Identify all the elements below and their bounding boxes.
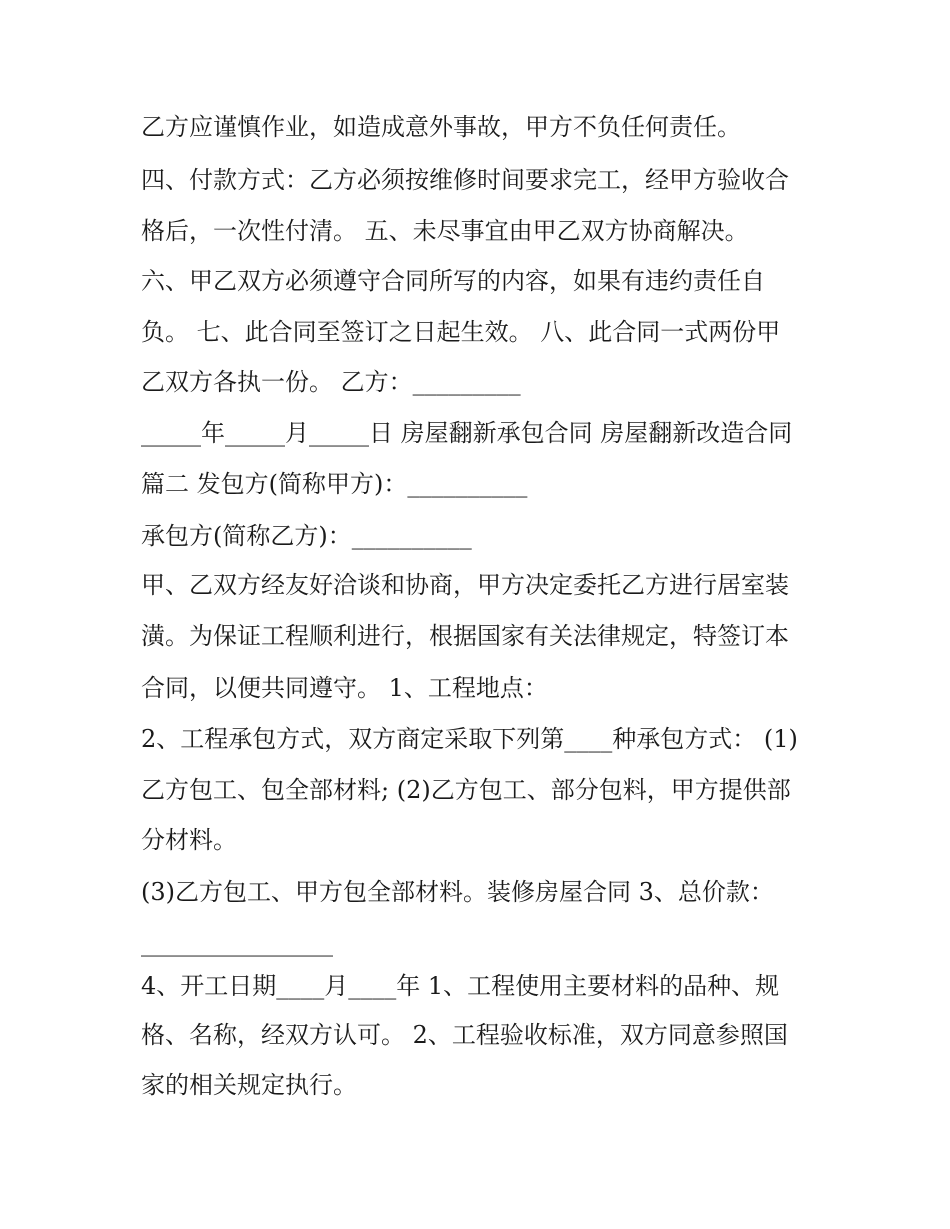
text-line: ________________	[141, 929, 333, 957]
text-line: 格、名称，经双方认可。 2、工程验收标准，双方同意参照国	[141, 1021, 788, 1049]
text-line: 家的相关规定执行。	[141, 1071, 357, 1099]
text-line: 4、开工日期____月____年 1、工程使用主要材料的品种、规	[141, 972, 780, 1000]
text-line: _____年_____月_____日 房屋翻新承包合同 房屋翻新改造合同	[141, 419, 793, 447]
text-line: 乙方包工、包全部材料; (2)乙方包工、部分包料，甲方提供部	[141, 776, 791, 804]
text-line: 合同，以便共同遵守。 1、工程地点：	[141, 674, 548, 702]
text-line: 甲、乙双方经友好洽谈和协商，甲方决定委托乙方进行居室装	[141, 571, 789, 599]
text-line: 分材料。	[141, 826, 237, 854]
text-line: 负。 七、此合同至签订之日起生效。 八、此合同一式两份甲	[141, 318, 781, 346]
text-line: 四、付款方式：乙方必须按维修时间要求完工，经甲方验收合	[141, 166, 789, 194]
text-line: (3)乙方包工、甲方包全部材料。装修房屋合同 3、总价款：	[141, 878, 774, 906]
text-line: 2、工程承包方式，双方商定采取下列第____种承包方式： (1)	[141, 725, 798, 753]
text-line: 乙方应谨慎作业，如造成意外事故，甲方不负任何责任。	[141, 113, 741, 141]
text-line: 乙双方各执一份。 乙方：_________	[141, 368, 521, 396]
text-line: 潢。为保证工程顺利进行，根据国家有关法律规定，特签订本	[141, 622, 789, 650]
text-line: 承包方(简称乙方)：__________	[141, 522, 472, 550]
text-line: 六、甲乙双方必须遵守合同所写的内容，如果有违约责任自	[141, 267, 765, 295]
text-line: 格后，一次性付清。 五、未尽事宜由甲乙双方协商解决。	[141, 217, 749, 245]
text-line: 篇二 发包方(简称甲方)：__________	[141, 470, 528, 498]
